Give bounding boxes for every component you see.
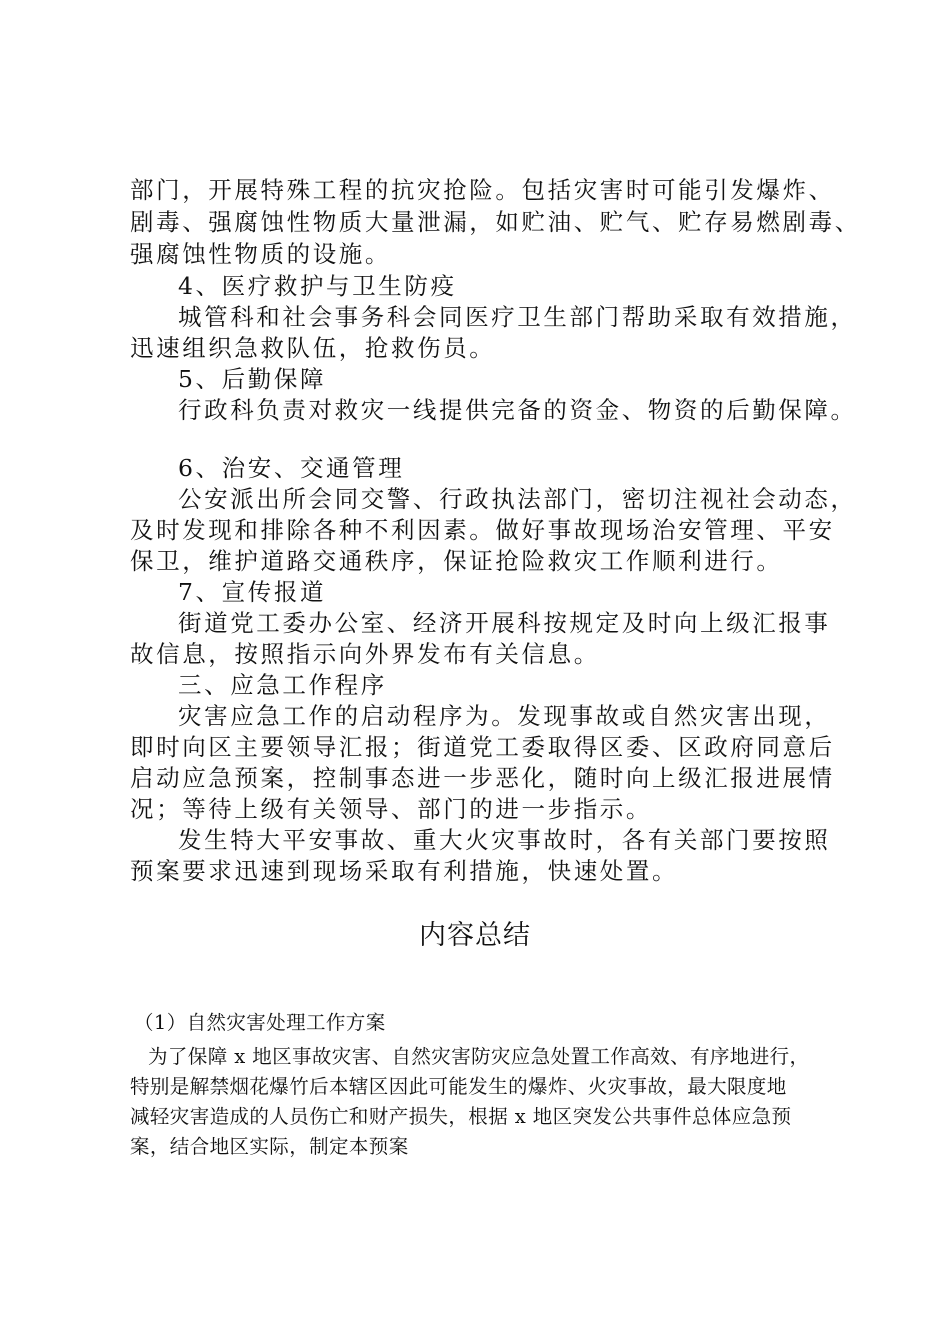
- body-line: 故信息，按照指示向外界发布有关信息。: [130, 640, 600, 668]
- body-line: 况；等待上级有关领导、部门的进一步指示。: [130, 795, 652, 823]
- body-line: 强腐蚀性物质的设施。: [130, 240, 391, 268]
- summary-line: 特别是解禁烟花爆竹后本辖区因此可能发生的爆炸、火灾事故，最大限度地: [130, 1075, 787, 1098]
- summary-title: 内容总结: [419, 920, 531, 951]
- section-heading: 6、治安、交通管理: [178, 454, 405, 482]
- body-line: 行政科负责对救灾一线提供完备的资金、物资的后勤保障。: [178, 396, 857, 424]
- body-line: 启动应急预案，控制事态进一步恶化，随时向上级汇报进展情: [130, 764, 835, 792]
- body-line: 城管科和社会事务科会同医疗卫生部门帮助采取有效措施，: [178, 303, 857, 331]
- section-heading: 5、后勤保障: [178, 365, 327, 393]
- body-line: 街道党工委办公室、经济开展科按规定及时向上级汇报事: [178, 609, 831, 637]
- body-line: 发生特大平安事故、重大火灾事故时，各有关部门要按照: [178, 826, 831, 854]
- body-line: 剧毒、强腐蚀性物质大量泄漏，如贮油、贮气、贮存易燃剧毒、: [130, 208, 861, 236]
- summary-line: 减轻灾害造成的人员伤亡和财产损失，根据 x 地区突发公共事件总体应急预: [130, 1105, 792, 1128]
- body-line: 灾害应急工作的启动程序为。发现事故或自然灾害出现，: [178, 702, 831, 730]
- body-line: 即时向区主要领导汇报；街道党工委取得区委、区政府同意后: [130, 733, 835, 761]
- body-line: 部门，开展特殊工程的抗灾抢险。包括灾害时可能引发爆炸、: [130, 176, 835, 204]
- summary-line: 案，结合地区实际，制定本预案: [130, 1135, 409, 1158]
- section-heading: 7、宣传报道: [178, 578, 327, 606]
- body-line: 及时发现和排除各种不利因素。做好事故现场治安管理、平安: [130, 516, 835, 544]
- body-line: 公安派出所会同交警、行政执法部门，密切注视社会动态，: [178, 485, 857, 513]
- section-heading: 4、医疗救护与卫生防疫: [178, 272, 457, 300]
- body-line: 保卫，维护道路交通秩序，保证抢险救灾工作顺利进行。: [130, 547, 783, 575]
- body-line: 迅速组织急救队伍，抢救伤员。: [130, 334, 496, 362]
- summary-line: 为了保障 x 地区事故灾害、自然灾害防灾应急处置工作高效、有序地进行，: [148, 1045, 810, 1068]
- summary-subtitle: （1）自然灾害处理工作方案: [134, 1011, 386, 1034]
- body-line: 预案要求迅速到现场采取有利措施，快速处置。: [130, 857, 679, 885]
- section-heading: 三、应急工作程序: [178, 671, 387, 699]
